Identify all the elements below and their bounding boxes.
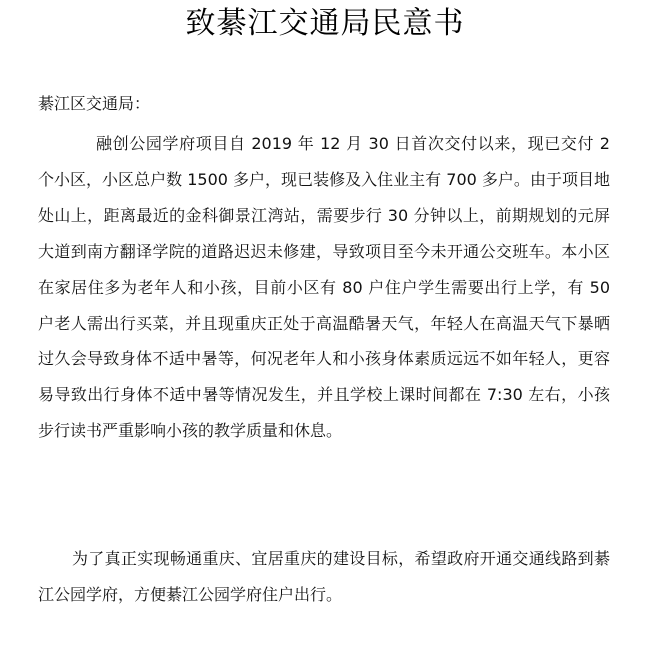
- body-paragraph-1: 融创公园学府项目自 2019 年 12 月 30 日首次交付以来，现已交付 2 个小区，小区总户数 1500 多户，现已装修及入住业主有 700 多户。由于项目地处山上，距离最近的金科御景江湾站，需要步行 30 分钟以上，前期规划的元屏大道到南方翻译学院的道路迟迟未修建，导致项目至今未开通公交班车。本小区在家居住多为老年人和小孩，目前小区有 80 户住户学生需要出行上学，有 50 户老人需出行买菜，并且现重庆正处于高温酷暑天气，年轻人在高温天气下暴晒过久会导致身体不适中暑等，何况老年人和小孩身体素质远远不如年轻人，更容易导致出行身体不适中暑等情况发生，并且学校上课时间都在 7:30 左右，小孩步行读书严重影响小孩的教学质量和休息。: [38, 134, 610, 441]
- salutation: 綦江区交通局：: [38, 94, 151, 113]
- body-paragraph-2: 为了真正实现畅通重庆、宜居重庆的建设目标，希望政府开通交通线路到綦江公园学府，方便綦江公园学府住户出行。: [38, 549, 610, 604]
- document-title: 致綦江交通局民意书: [185, 6, 465, 41]
